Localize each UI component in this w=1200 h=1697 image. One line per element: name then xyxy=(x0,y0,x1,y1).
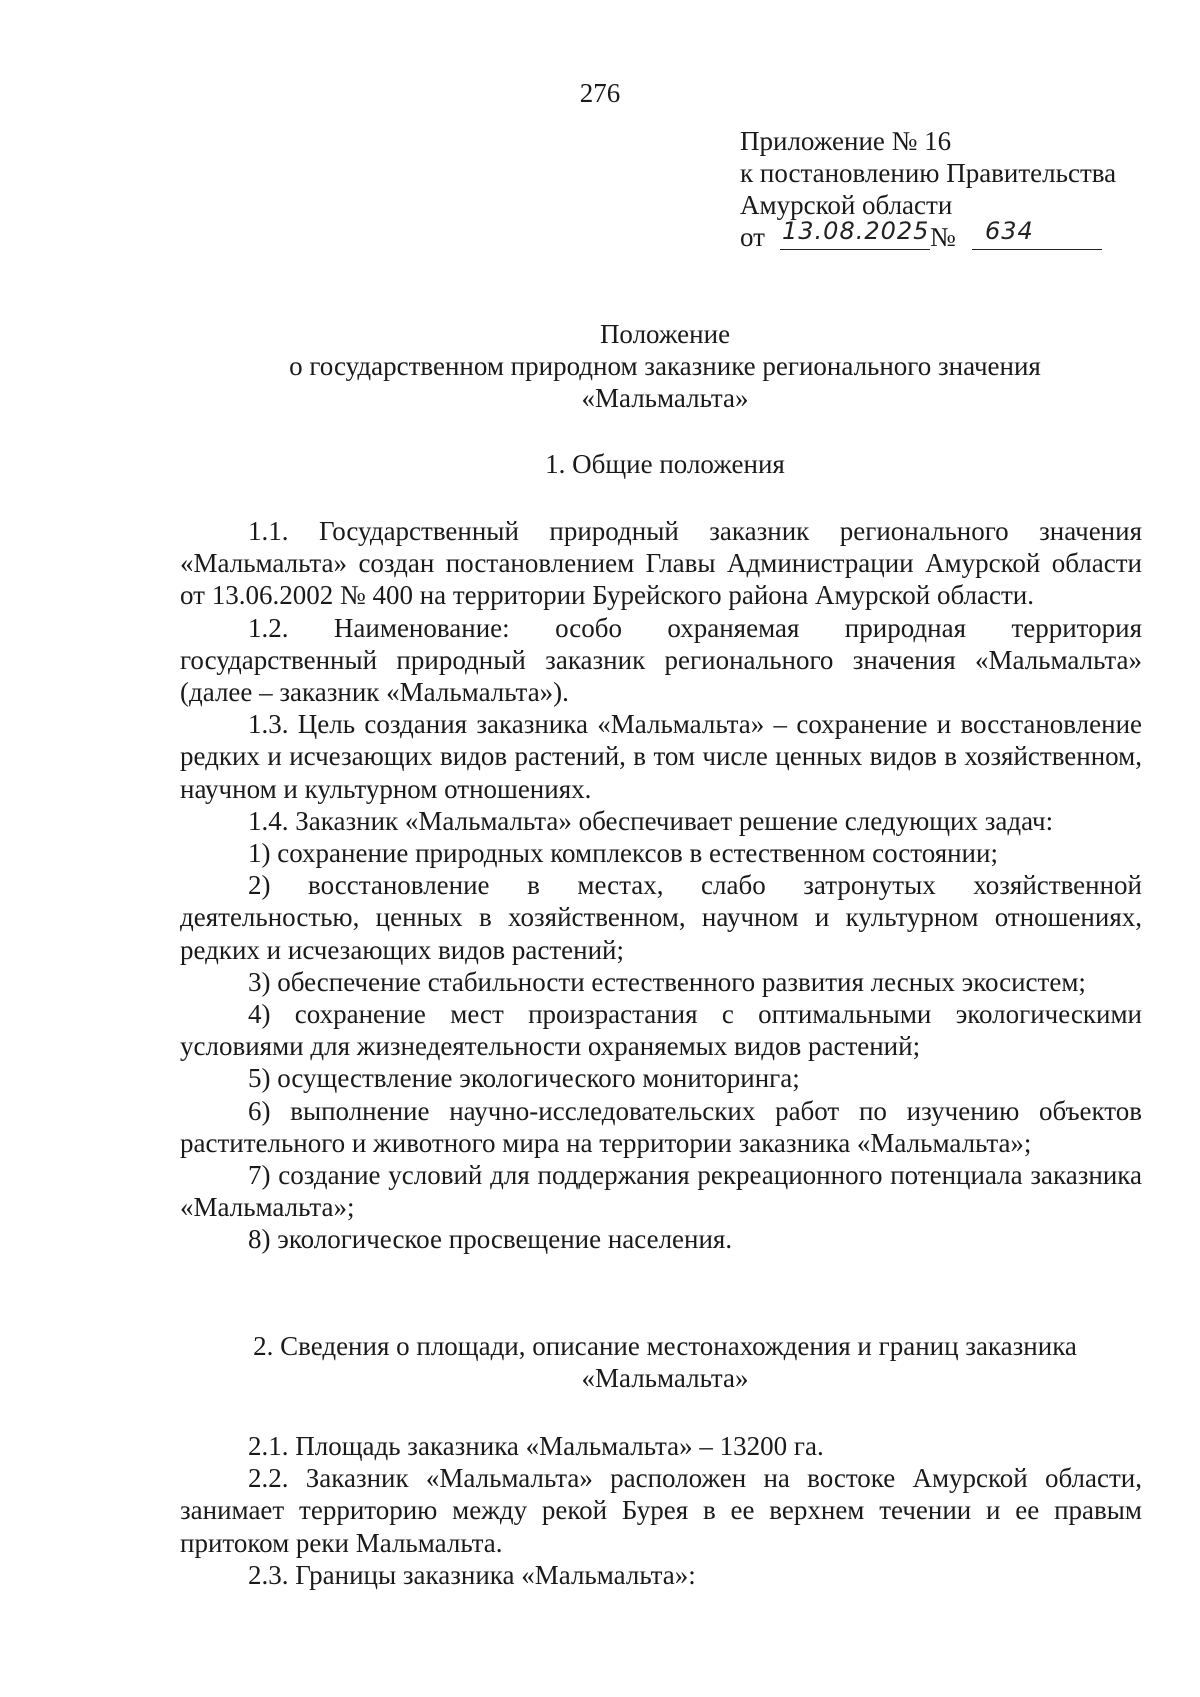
section-2-heading-line-1: 2. Сведения о площади, описание местонахождения и границ заказника xyxy=(253,1331,1077,1361)
appendix-line-1: Приложение № 16 xyxy=(740,126,952,156)
appendix-block xyxy=(740,125,1180,257)
title-line-3: «Мальмальта» xyxy=(581,383,749,413)
handwritten-number: 634 xyxy=(985,217,1034,245)
document-title xyxy=(0,318,1200,414)
task-item-1: 1) сохранение природных комплексов в естественном состоянии; xyxy=(248,838,998,869)
section-2-heading-line-2: «Мальмальта» xyxy=(581,1363,749,1393)
number-label: № xyxy=(930,222,956,252)
task-item-5: 5) осуществление экологического мониторинга; xyxy=(248,1063,800,1094)
paragraph-1-4: 1.4. Заказник «Мальмальта» обеспечивает решение следующих задач: xyxy=(248,805,1054,836)
date-underline xyxy=(780,249,930,250)
title-line-2: о государственном природном заказнике регионального значения xyxy=(289,351,1041,381)
section-1-heading xyxy=(0,448,1200,480)
number-underline xyxy=(972,249,1102,250)
task-item-4: 4) сохранение мест произрастания с оптимальными экологическими условиями для жизнедеятельности охраняемых видов растений; xyxy=(180,999,1142,1062)
appendix-line-3: Амурской области xyxy=(740,190,953,220)
paragraph-2-3: 2.3. Границы заказника «Мальмальта»: xyxy=(248,1559,696,1590)
task-item-7: 7) создание условий для поддержания рекреационного потенциала заказника «Мальмальта»; xyxy=(180,1160,1142,1223)
page-number: 276 xyxy=(579,78,621,108)
appendix-line-2: к постановлению Правительства xyxy=(740,158,1117,188)
task-item-2: 2) восстановление в местах, слабо затронутых хозяйственной деятельностью, ценных в хозяйственном, научном и культурном отношениях, редких и исчезающих видов растений; xyxy=(180,870,1142,965)
paragraph-1-3: 1.3. Цель создания заказника «Мальмальта» – сохранение и восстановление редких и исчезающих видов растений, в том числе ценных видов в хозяйственном, научном и культурном отношениях. xyxy=(180,709,1142,804)
paragraph-2-1: 2.1. Площадь заказника «Мальмальта» – 13200 га. xyxy=(248,1431,824,1461)
section-2-body xyxy=(180,1430,1142,1591)
section-1-body xyxy=(180,515,1142,1256)
paragraph-2-2: 2.2. Заказник «Мальмальта» расположен на востоке Амурской области, занимает территорию между рекой Бурея в ее верхнем течении и ее правым притоком реки Мальмальта. xyxy=(180,1463,1142,1558)
task-item-3: 3) обеспечение стабильности естественного развития лесных экосистем; xyxy=(248,966,1086,997)
ot-label: от xyxy=(740,222,765,252)
section-1-heading-text: 1. Общие положения xyxy=(545,449,785,479)
task-item-8: 8) экологическое просвещение населения. xyxy=(248,1224,733,1255)
section-2-heading xyxy=(0,1330,1200,1394)
title-line-1: Положение xyxy=(599,319,731,349)
paragraph-1-1: 1.1. Государственный природный заказник регионального значения «Мальмальта» создан постановлением Главы Администрации Амурской области от 13.06.2002 № 400 на территории Бурейского района Амурской области. xyxy=(180,516,1142,611)
handwritten-date: 13.08.2025 xyxy=(782,217,930,245)
paragraph-1-2: 1.2. Наименование: особо охраняемая природная территория государственный природный заказник регионального значения «Мальмальта» (далее – заказник «Мальмальта»). xyxy=(180,612,1142,708)
appendix-date-number-row xyxy=(740,217,1180,257)
task-item-6: 6) выполнение научно-исследовательских работ по изучению объектов растительного и животного мира на территории заказника «Мальмальта»; xyxy=(180,1095,1142,1158)
